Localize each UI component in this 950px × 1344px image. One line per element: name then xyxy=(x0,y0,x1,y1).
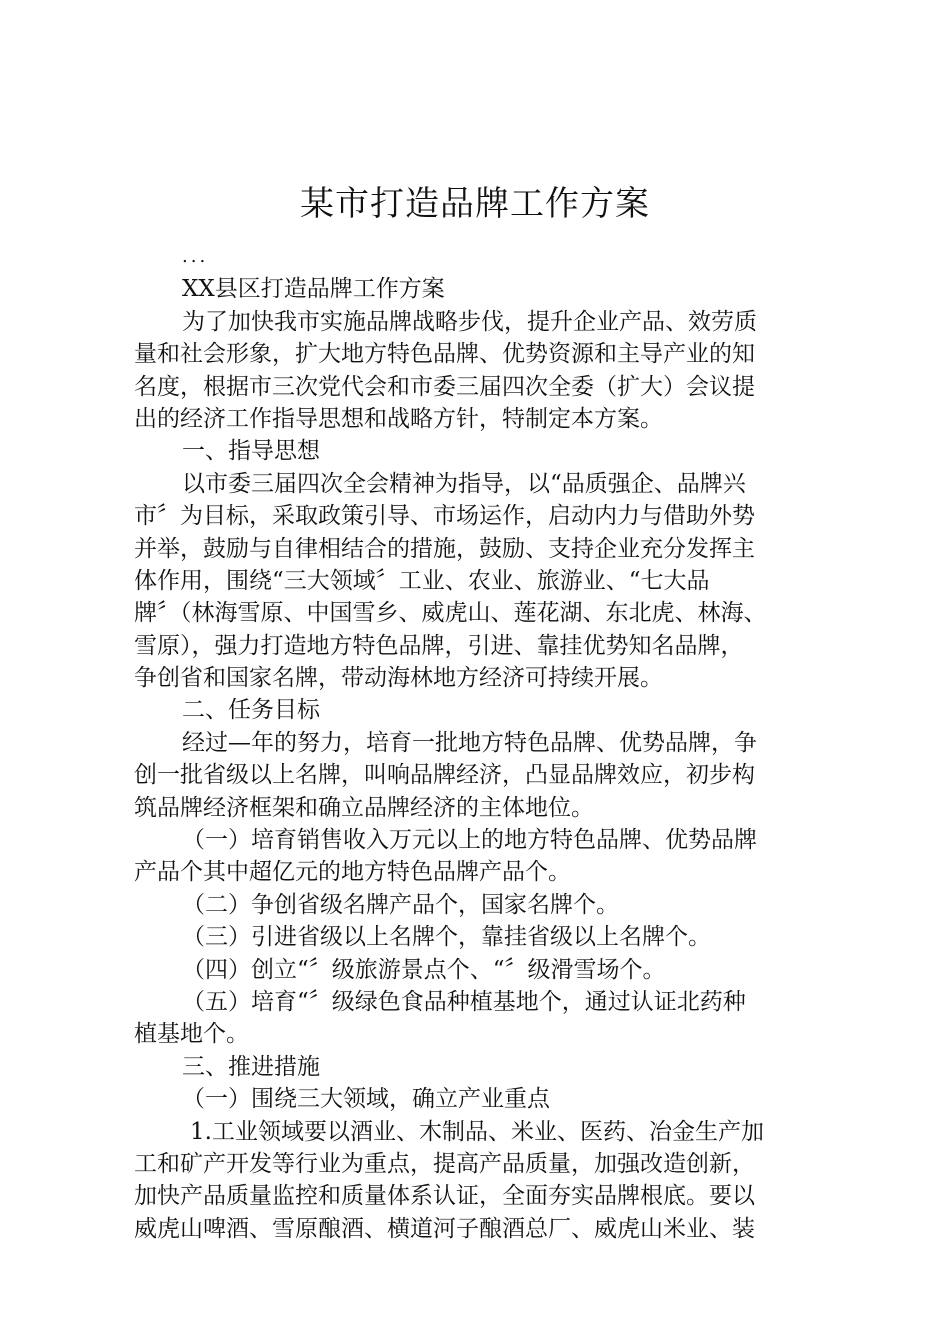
list-item-line: （一）培育销售收入万元以上的地方特色品牌、优势品牌 xyxy=(182,827,757,854)
section-heading: 一、指导思想 xyxy=(182,438,320,465)
paragraph-line: 体作用，围绕“三大领域〞工业、农业、旅游业、“七大品 xyxy=(134,567,710,594)
paragraph-line: 威虎山啤酒、雪原酿酒、横道河子酿酒总厂、威虎山米业、装 xyxy=(134,1215,755,1242)
paragraph-line: 以市委三届四次全会精神为指导，以“品质强企、品牌兴 xyxy=(182,470,746,497)
paragraph-line: 为了加快我市实施品牌战略步伐，提升企业产品、效劳质 xyxy=(182,308,757,335)
paragraph-line: 牌〞（林海雪原、中国雪乡、威虎山、莲花湖、东北虎、林海、 xyxy=(134,600,767,627)
list-item-line: （四）创立“〞级旅游景点个、“〞级滑雪场个。 xyxy=(182,956,666,983)
paragraph-line: 加快产品质量监控和质量体系认证，全面夯实品牌根底。要以 xyxy=(134,1183,755,1210)
document-body xyxy=(134,241,834,1245)
paragraph-line: 名度，根据市三次党代会和市委三届四次全委（扩大）会议提 xyxy=(134,373,755,400)
section-heading: 三、推进措施 xyxy=(182,1053,320,1080)
list-item-line: 植基地个。 xyxy=(134,1021,249,1048)
list-item-line: （三）引进省级以上名牌个，靠挂省级以上名牌个。 xyxy=(182,924,711,951)
section-heading: 二、任务目标 xyxy=(182,697,320,724)
subtitle: XX县区打造品牌工作方案 xyxy=(182,276,445,303)
paragraph-line: 工和矿产开发等行业为重点，提高产品质量，加强改造创新， xyxy=(134,1150,755,1177)
paragraph-line: 经过—年的努力，培育一批地方特色品牌、优势品牌，争 xyxy=(182,729,757,756)
paragraph-line: 雪原），强力打造地方特色品牌，引进、靠挂优势知名品牌， xyxy=(134,632,744,659)
ellipsis-line: ... xyxy=(182,246,209,267)
document-title: 某市打造品牌工作方案 xyxy=(300,184,650,224)
subsection-heading: （一）围绕三大领域，确立产业重点 xyxy=(182,1086,550,1113)
list-item-line: （二）争创省级名牌产品个，国家名牌个。 xyxy=(182,891,619,918)
paragraph-line: 出的经济工作指导思想和战略方针，特制定本方案。 xyxy=(134,405,663,432)
paragraph-line: 并举，鼓励与自律相结合的措施，鼓励、支持企业充分发挥主 xyxy=(134,535,755,562)
paragraph-line: 市〞为目标，采取政策引导、市场运作，启动内力与借助外势 xyxy=(134,503,755,530)
paragraph-line: 争创省和国家名牌，带动海林地方经济可持续开展。 xyxy=(134,665,663,692)
paragraph-line: 量和社会形象，扩大地方特色品牌、优势资源和主导产业的知 xyxy=(134,341,755,368)
paragraph-line: 创一批省级以上名牌，叫响品牌经济，凸显品牌效应，初步构 xyxy=(134,762,755,789)
list-item-line: （五）培育“〞级绿色食品种植基地个，通过认证北药种 xyxy=(182,988,746,1015)
paragraph-line: 筑品牌经济框架和确立品牌经济的主体地位。 xyxy=(134,794,594,821)
paragraph-line: 1.工业领域要以酒业、木制品、米业、医药、冶金生产加 xyxy=(190,1118,764,1145)
list-item-line: 产品个其中超亿元的地方特色品牌产品个。 xyxy=(134,859,571,886)
